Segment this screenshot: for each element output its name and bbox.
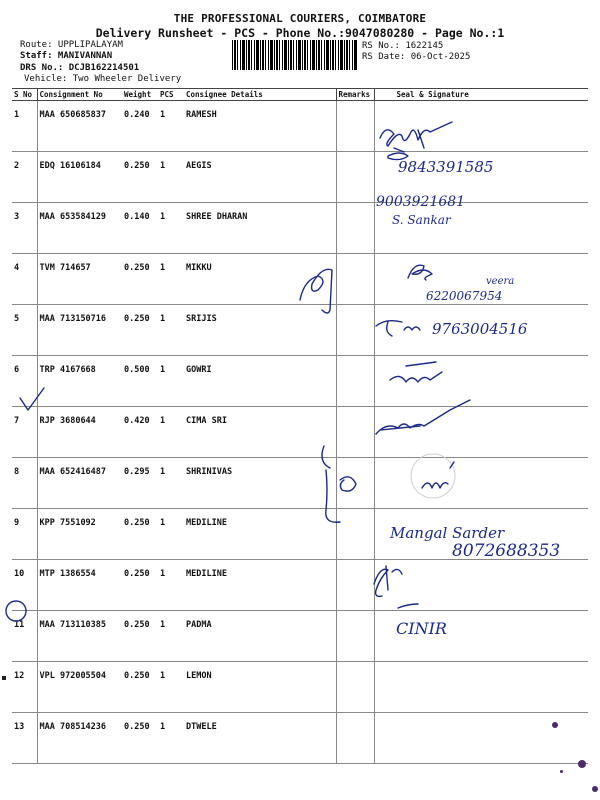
runsheet-title: Delivery Runsheet - PCS - Phone No.:9047080280 - Page No.:1 — [95, 26, 505, 40]
consignee-cell: SHREE DHARAN — [184, 203, 336, 254]
table-row — [12, 305, 588, 356]
consignment-cell: MAA 653584129 — [37, 203, 122, 254]
consignment-cell: TRP 4167668 — [37, 356, 122, 407]
table-row — [12, 611, 588, 662]
table-header — [12, 89, 588, 101]
handwritten-phone: 6220067954 — [426, 289, 503, 303]
scan-speck — [578, 760, 586, 768]
sno-cell: 4 — [12, 254, 37, 305]
pcs-cell: 1 — [158, 407, 184, 458]
sno-cell: 2 — [12, 152, 37, 203]
col-pcs: PCS — [158, 89, 184, 101]
pcs-cell: 1 — [158, 713, 184, 764]
pcs-cell: 1 — [158, 611, 184, 662]
sno-cell: 7 — [12, 407, 37, 458]
drs-number: DRS No.: DCJB162214501 — [20, 63, 140, 73]
consignment-cell: MAA 713150716 — [37, 305, 122, 356]
sno-cell: 12 — [12, 662, 37, 713]
handwritten-phone: 9843391585 — [398, 158, 494, 176]
sno-cell: 5 — [12, 305, 37, 356]
weight-cell: 0.250 — [122, 305, 158, 356]
col-consignment: Consignment No — [37, 89, 122, 101]
weight-cell: 0.500 — [122, 356, 158, 407]
remarks-cell — [336, 305, 374, 356]
company-title: THE PROFESSIONAL COURIERS, COIMBATORE — [173, 12, 427, 25]
col-weight: Weight — [122, 89, 158, 101]
remarks-cell — [336, 152, 374, 203]
remarks-cell — [336, 509, 374, 560]
remarks-cell — [336, 254, 374, 305]
consignment-cell: VPL 972005504 — [37, 662, 122, 713]
consignee-cell: AEGIS — [184, 152, 336, 203]
handwritten-phone: 9003921681 — [376, 194, 466, 210]
consignment-cell: MAA 652416487 — [37, 458, 122, 509]
table-row — [12, 203, 588, 254]
weight-cell: 0.240 — [122, 101, 158, 152]
remarks-cell — [336, 560, 374, 611]
vehicle-label: Vehicle: Two Wheeler Delivery — [24, 74, 182, 84]
weight-cell: 0.250 — [122, 662, 158, 713]
remarks-cell — [336, 458, 374, 509]
handwritten-phone: 9763004516 — [432, 320, 528, 338]
pcs-cell: 1 — [158, 458, 184, 509]
consignment-cell: MAA 713110385 — [37, 611, 122, 662]
route-label: Route: UPPLIPALAYAM — [20, 40, 123, 50]
sno-cell: 3 — [12, 203, 37, 254]
consignment-cell: MTP 1386554 — [37, 560, 122, 611]
pcs-cell: 1 — [158, 254, 184, 305]
signature-cell — [374, 101, 588, 152]
remarks-cell — [336, 101, 374, 152]
consignee-cell: DTWELE — [184, 713, 336, 764]
consignee-cell: RAMESH — [184, 101, 336, 152]
weight-cell: 0.250 — [122, 509, 158, 560]
consignee-cell: LEMON — [184, 662, 336, 713]
consignee-cell: SHRINIVAS — [184, 458, 336, 509]
remarks-cell — [336, 407, 374, 458]
consignee-cell: CIMA SRI — [184, 407, 336, 458]
pcs-cell: 1 — [158, 305, 184, 356]
consignment-cell: EDQ 16106184 — [37, 152, 122, 203]
consignee-cell: MEDILINE — [184, 560, 336, 611]
scan-speck — [592, 786, 598, 792]
sno-cell: 9 — [12, 509, 37, 560]
pcs-cell: 1 — [158, 203, 184, 254]
weight-cell: 0.250 — [122, 254, 158, 305]
weight-cell: 0.250 — [122, 152, 158, 203]
signature-cell — [374, 203, 588, 254]
signature-cell — [374, 356, 588, 407]
consignee-cell: SRIJIS — [184, 305, 336, 356]
runsheet-table — [12, 88, 588, 764]
consignee-cell: MIKKU — [184, 254, 336, 305]
signature-cell — [374, 407, 588, 458]
consignment-cell: MAA 650685837 — [37, 101, 122, 152]
consignee-cell: MEDILINE — [184, 509, 336, 560]
consignment-cell: TVM 714657 — [37, 254, 122, 305]
signature-cell — [374, 254, 588, 305]
handwritten-phone: 8072688353 — [452, 541, 561, 561]
table-row — [12, 152, 588, 203]
consignment-cell: KPP 7551092 — [37, 509, 122, 560]
scan-speck — [552, 722, 558, 728]
consignee-cell: GOWRI — [184, 356, 336, 407]
weight-cell: 0.250 — [122, 713, 158, 764]
remarks-cell — [336, 356, 374, 407]
rs-date: RS Date: 06-Oct-2025 — [362, 52, 471, 62]
col-seal: Seal & Signature — [374, 89, 588, 101]
scan-speck — [2, 676, 6, 680]
weight-cell: 0.250 — [122, 611, 158, 662]
pcs-cell: 1 — [158, 356, 184, 407]
table-row — [12, 509, 588, 560]
pcs-cell: 1 — [158, 152, 184, 203]
sno-cell: 8 — [12, 458, 37, 509]
remarks-cell — [336, 713, 374, 764]
signature-cell — [374, 305, 588, 356]
sno-cell: 11 — [12, 611, 37, 662]
table-row — [12, 458, 588, 509]
handwritten-name: Mangal Sarder — [390, 524, 505, 542]
table-row — [12, 560, 588, 611]
col-consignee: Consignee Details — [184, 89, 336, 101]
weight-cell: 0.250 — [122, 560, 158, 611]
table-row — [12, 356, 588, 407]
signature-cell — [374, 713, 588, 764]
col-sno: S No — [12, 89, 37, 101]
signature-cell — [374, 509, 588, 560]
sno-cell: 1 — [12, 101, 37, 152]
consignee-cell: PADMA — [184, 611, 336, 662]
handwritten-name: S. Sankar — [392, 213, 451, 227]
scan-speck — [560, 770, 563, 773]
consignment-cell: RJP 3680644 — [37, 407, 122, 458]
sno-cell: 13 — [12, 713, 37, 764]
table-row — [12, 254, 588, 305]
pcs-cell: 1 — [158, 662, 184, 713]
signature-cell — [374, 611, 588, 662]
col-remarks: Remarks — [336, 89, 374, 101]
signature-cell — [374, 560, 588, 611]
remarks-cell — [336, 611, 374, 662]
table-row — [12, 713, 588, 764]
pcs-cell: 1 — [158, 560, 184, 611]
sno-cell: 10 — [12, 560, 37, 611]
remarks-cell — [336, 203, 374, 254]
weight-cell: 0.140 — [122, 203, 158, 254]
handwritten-name: CINIR — [396, 619, 447, 638]
pcs-cell: 1 — [158, 509, 184, 560]
remarks-cell — [336, 662, 374, 713]
handwritten-name: veera — [486, 276, 515, 287]
signature-cell — [374, 152, 588, 203]
table-row — [12, 407, 588, 458]
weight-cell: 0.295 — [122, 458, 158, 509]
rs-number: RS No.: 1622145 — [362, 41, 444, 51]
pcs-cell: 1 — [158, 101, 184, 152]
weight-cell: 0.420 — [122, 407, 158, 458]
table-row — [12, 662, 588, 713]
consignment-cell: MAA 708514236 — [37, 713, 122, 764]
barcode — [232, 40, 357, 70]
signature-cell — [374, 662, 588, 713]
table-row — [12, 101, 588, 152]
sno-cell: 6 — [12, 356, 37, 407]
staff-label: Staff: MANIVANNAN — [20, 51, 113, 61]
signature-cell — [374, 458, 588, 509]
